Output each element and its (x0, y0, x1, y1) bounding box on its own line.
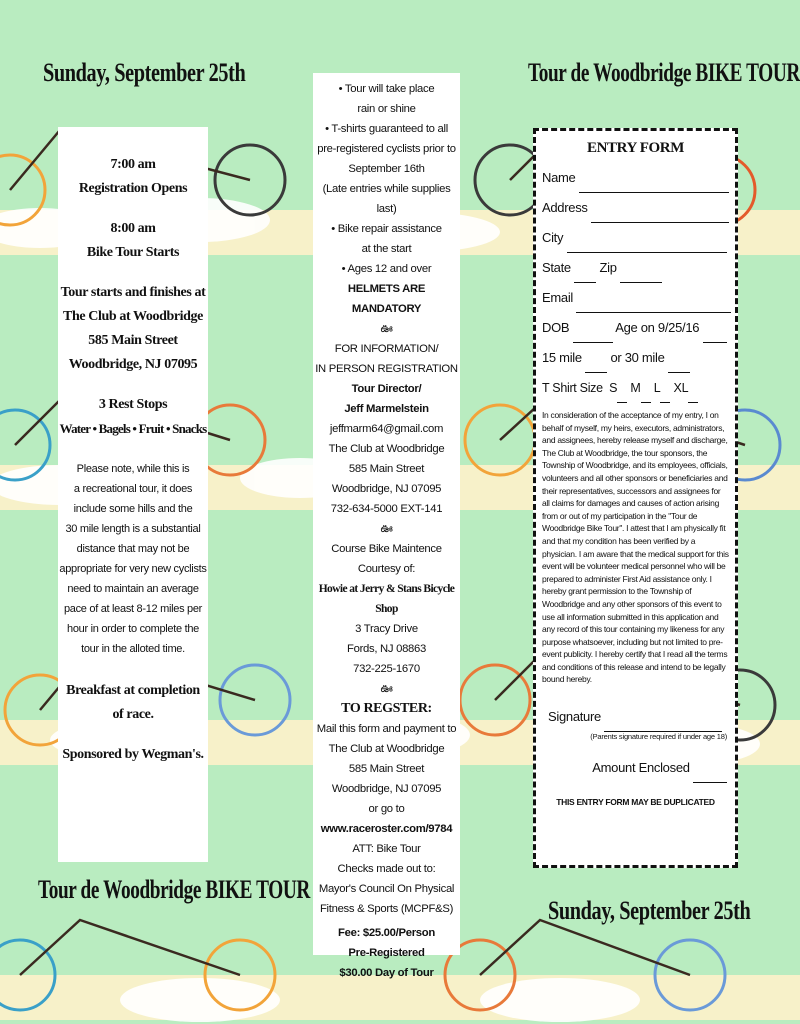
note-line: pace of at least 8-12 miles per (63, 603, 203, 615)
breakfast-1: Breakfast at completion (66, 683, 200, 698)
fee-line-2: Pre-Registered (348, 947, 425, 959)
note-line: a recreational tour, it does (73, 483, 193, 495)
state-label: State (542, 260, 571, 275)
sponsored-by: Sponsored by Wegman's. (62, 747, 204, 762)
size-s: S (609, 381, 618, 395)
entry-form (533, 128, 738, 868)
note-line: appropriate for very new cyclists (59, 563, 207, 575)
club-name: The Club at Woodbridge (328, 443, 445, 455)
mile15-label: 15 mile (542, 350, 582, 365)
note-line: 30 mile length is a substantial (65, 523, 201, 535)
tour-title-top-right: Tour de Woodbridge BIKE TOUR (528, 58, 800, 87)
note-line: tour in the alloted time. (81, 643, 185, 655)
start-location-1: Tour starts and finishes at (60, 285, 206, 300)
club-street: 585 Main Street (348, 463, 425, 475)
time-start: 8:00 am (110, 221, 156, 236)
tour-note (58, 459, 208, 659)
checks-payable: Checks made out to: (337, 863, 436, 875)
helmets-mandatory: HELMETS ARE MANDATORY (347, 283, 426, 315)
entry-form-heading: ENTRY FORM (587, 140, 684, 156)
size-xl: XL (673, 381, 689, 395)
director-label: Tour Director/ (351, 383, 422, 395)
email-field[interactable] (536, 283, 735, 313)
start-location-2: The Club at Woodbridge (63, 309, 203, 324)
shop-city: Fords, NJ 08863 (346, 643, 426, 655)
courtesy-of: Courtesy of: (357, 563, 416, 575)
registration-opens: Registration Opens (78, 181, 188, 196)
bullet-tshirt-2: pre-registered cyclists prior to (317, 143, 456, 155)
rest-stops: 3 Rest Stops (98, 397, 168, 412)
parents-note: (Parents signature required if under age 18) (590, 732, 727, 742)
date-title-bottom-right: Sunday, September 25th (548, 896, 751, 925)
mile30-label: or 30 mile (610, 350, 665, 365)
fee-line-1: Fee: $25.00/Person (338, 927, 435, 939)
shop-street: 3 Tracy Drive (355, 623, 418, 635)
register-line-4: Woodbridge, NJ 07095 (331, 783, 442, 795)
director-name: Jeff Marmelstein (344, 403, 429, 415)
bullet-rain-2: rain or shine (357, 103, 416, 115)
name-field[interactable] (536, 163, 735, 193)
bullet-tshirt-4: (Late entries while supplies last) (322, 183, 451, 215)
note-line: distance that may not be (76, 543, 190, 555)
distance-field[interactable] (536, 343, 735, 373)
city-label: City (542, 230, 564, 245)
signature-label: Signature (548, 709, 601, 725)
city-field[interactable] (536, 223, 735, 253)
register-heading: TO REGSTER: (341, 701, 432, 716)
council-name-2: Fitness & Sports (MCPF&S) (319, 903, 454, 915)
bullet-repair: • Bike repair assistance (331, 223, 442, 235)
maintenance-heading: Course Bike Maintence (331, 543, 442, 555)
dob-label: DOB (542, 320, 570, 335)
start-location-4: Woodbridge, NJ 07095 (68, 357, 198, 372)
schedule-panel (58, 127, 208, 862)
info-heading-1: FOR INFORMATION/ (334, 343, 439, 355)
bullet-tshirt: • T-shirts guaranteed to all (325, 123, 448, 135)
bicycle-icon: ఊ (380, 683, 393, 695)
bullet-tshirt-3: September 16th (348, 163, 425, 175)
register-line-3: 585 Main Street (348, 763, 425, 775)
attention-line: ATT: Bike Tour (352, 843, 421, 855)
register-line-1: Mail this form and payment to (316, 723, 457, 735)
state-zip-field[interactable] (536, 253, 735, 283)
dob-age-field[interactable] (536, 313, 735, 343)
size-l: L (653, 381, 661, 395)
note-line: need to maintain an average (67, 583, 199, 595)
name-label: Name (542, 170, 576, 185)
info-heading-2: IN PERSON REGISTRATION (315, 363, 458, 375)
age-label: Age on 9/25/16 (615, 320, 700, 335)
bicycle-icon: ఊ (380, 523, 393, 535)
amount-field[interactable] (536, 753, 735, 783)
time-registration: 7:00 am (110, 157, 156, 172)
zip-label: Zip (599, 260, 617, 275)
tour-title-bottom-left: Tour de Woodbridge BIKE TOUR (38, 875, 310, 904)
breakfast-2: of race. (112, 707, 154, 722)
note-line: include some hills and the (73, 503, 193, 515)
tshirt-label: T Shirt Size (542, 381, 603, 395)
snacks: Water • Bagels • Fruit • Snacks (59, 421, 207, 436)
fee-line-3: $30.00 Day of Tour (339, 967, 434, 979)
date-title-top-left: Sunday, September 25th (43, 58, 246, 87)
note-line: hour in order to complete the (67, 623, 199, 635)
bullet-ages: • Ages 12 and over (341, 263, 432, 275)
address-label: Address (542, 200, 588, 215)
tshirt-size-field[interactable] (536, 373, 735, 403)
bullet-rain: • Tour will take place (338, 83, 435, 95)
shop-phone: 732-225-1670 (353, 663, 420, 675)
bicycle-icon: ఊ (380, 323, 393, 335)
start-location-3: 585 Main Street (88, 333, 178, 348)
note-line: Please note, while this is (76, 463, 190, 475)
council-name-1: Mayor's Council On Physical (318, 883, 455, 895)
info-panel (313, 73, 460, 979)
tour-starts: Bike Tour Starts (86, 245, 180, 260)
duplicated-note: THIS ENTRY FORM MAY BE DUPLICATED (556, 797, 715, 808)
register-url-link[interactable]: www.raceroster.com/9784 (320, 823, 453, 835)
register-line-2: The Club at Woodbridge (328, 743, 445, 755)
club-city: Woodbridge, NJ 07095 (331, 483, 442, 495)
email-label: Email (542, 290, 574, 305)
amount-label: Amount Enclosed (592, 760, 690, 776)
director-email[interactable]: jeffmarm64@gmail.com (329, 423, 444, 435)
signature-field[interactable] (536, 702, 735, 732)
bike-shop-name: Howie at Jerry & Stans Bicycle Shop (318, 583, 455, 615)
register-line-5: or go to (368, 803, 405, 815)
bullet-repair-2: at the start (361, 243, 412, 255)
size-m: M (630, 381, 641, 395)
waiver-text: In consideration of the acceptance of my entry, I on behalf of myself, my heirs, executors, administrators, and assignees, hereby release myself and discharge, The Club at Woodbridge, the tour sponsors, the Township of Woodbridge, and its employees, officials, volunteers and all other sponsors or beneficiaries and their representatives, successors and assignees for all claims for damages and causes of action arising from or out of my participation in the "Tour de Woodbridge Bike Tour". I attest that I am physically fit and that my condition has been verified by a physician. I am aware that the medical support for this event will be volunteer medical personnel who will be prepared to administer First Aid assistance only. I hereby grant permission to the Township of Woodbridge and any other sponsors of this event to use all information submitted in this application and any record of this tour containing my likeness for any purpose whatsoever, including but not limited to pre-event publicity. I hereby certify that I read all the terms and conditions of this release and intend to be legally bound hereby. (542, 410, 729, 685)
address-field[interactable] (536, 193, 735, 223)
club-phone: 732-634-5000 EXT-141 (330, 503, 443, 515)
